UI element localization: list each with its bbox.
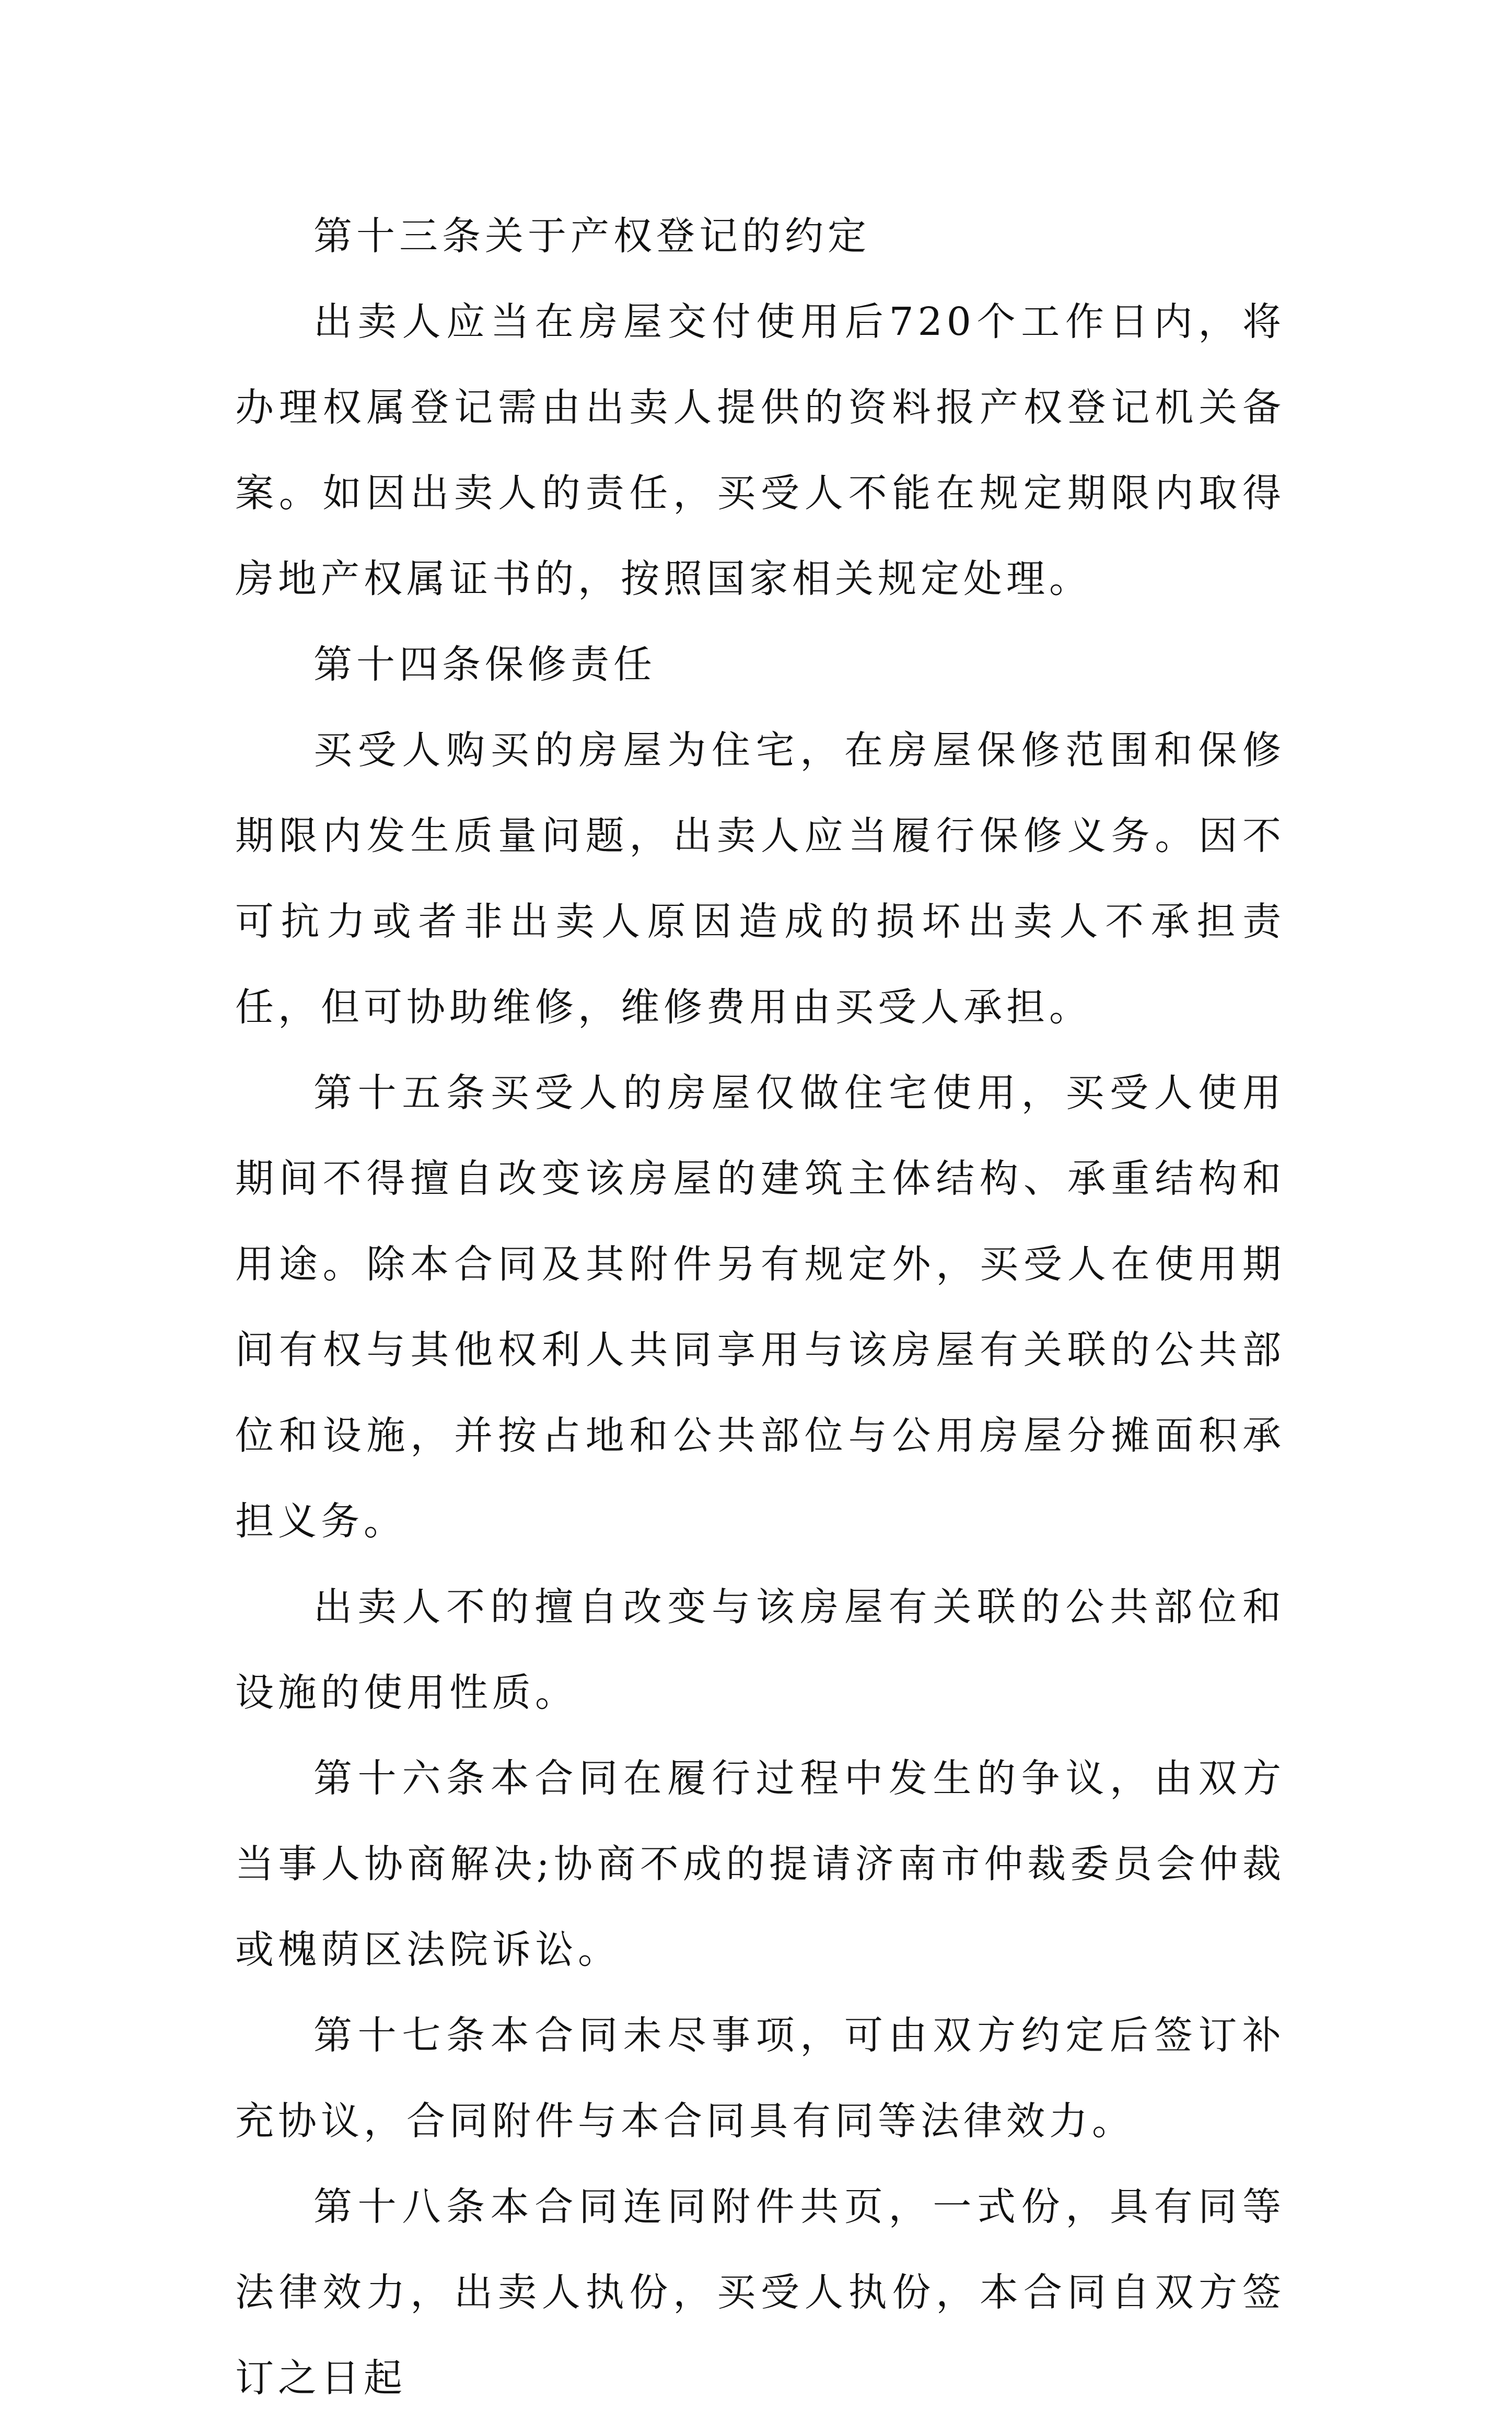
article-15-paragraph: 第十五条买受人的房屋仅做住宅使用，买受人使用期间不得擅自改变该房屋的建筑主体结构、承重结构和用途。除本合同及其附件另有规定外，买受人在使用期间有权与其他权利人共同享用与该房屋有关联的公共部位和设施，并按占地和公共部位与公用房屋分摊面积承担义务。	[235, 1070, 1285, 1544]
article-14-heading: 第十四条保修责任	[313, 642, 656, 687]
document-body	[235, 193, 1285, 2421]
article-18-paragraph: 第十八条本合同连同附件共页，一式份，具有同等法律效力，出卖人执份，买受人执份，本合同自双方签订之日起	[235, 2184, 1285, 2401]
article-15-seller-paragraph: 出卖人不的擅自改变与该房屋有关联的公共部位和设施的使用性质。	[235, 1585, 1285, 1715]
article-14-paragraph: 买受人购买的房屋为住宅，在房屋保修范围和保修期限内发生质量问题，出卖人应当履行保修义务。因不可抗力或者非出卖人原因造成的损坏出卖人不承担责任，但可协助维修，维修费用由买受人承担。	[235, 728, 1285, 1030]
article-17-paragraph: 第十七条本合同未尽事项，可由双方约定后签订补充协议，合同附件与本合同具有同等法律效力。	[235, 2013, 1285, 2144]
article-13-heading: 第十三条关于产权登记的约定	[313, 214, 870, 259]
article-13-paragraph: 出卖人应当在房屋交付使用后720个工作日内，将办理权属登记需由出卖人提供的资料报产权登记机关备案。如因出卖人的责任，买受人不能在规定期限内取得房地产权属证书的，按照国家相关规定处理。	[235, 299, 1285, 601]
article-16-paragraph: 第十六条本合同在履行过程中发生的争议，由双方当事人协商解决;协商不成的提请济南市仲裁委员会仲裁或槐荫区法院诉讼。	[235, 1756, 1285, 1972]
